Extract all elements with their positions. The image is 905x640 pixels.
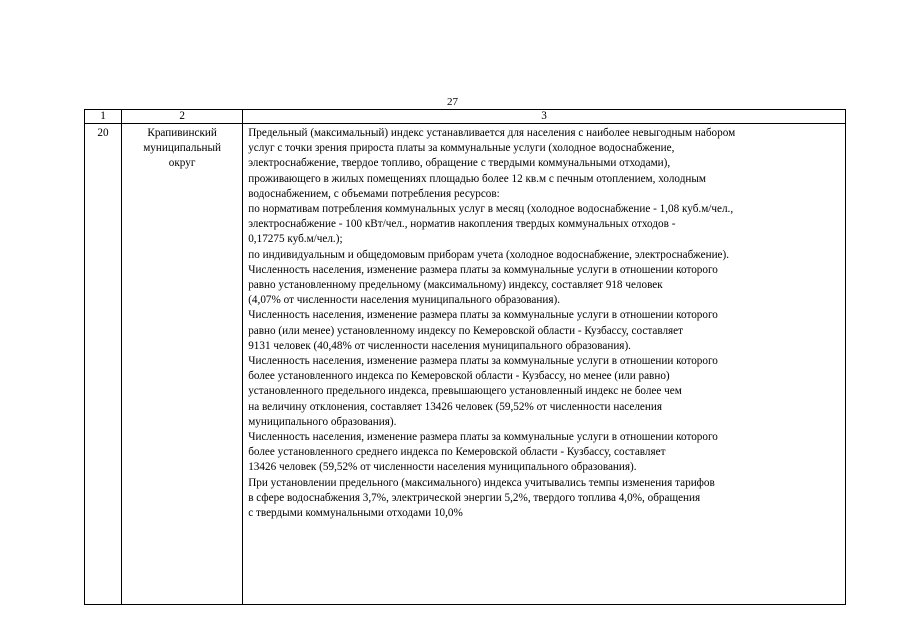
description-line: 13426 человек (59,52% от численности населения муниципального образования). <box>248 461 637 474</box>
description-line: муниципального образования). <box>248 415 397 428</box>
page-number: 27 <box>447 96 458 108</box>
description-line: электроснабжение, твердое топливо, обращение с твердыми коммунальными отходами), <box>248 157 671 170</box>
municipality-name-line: Крапивинский <box>147 127 217 139</box>
description-line: с твердыми коммунальными отходами 10,0% <box>248 507 463 520</box>
description-line: Численность населения, изменение размера платы за коммунальные услуги в отношении которого <box>248 263 718 276</box>
description-line: 0,17275 куб.м/чел.); <box>248 233 343 246</box>
description-line: Предельный (максимальный) индекс устанавливается для населения с наиболее невыгодным набором <box>248 127 736 139</box>
description-line: электроснабжение - 100 кВт/чел., норматив накопления твердых коммунальных отходов - <box>248 218 676 231</box>
description-line: равно (или менее) установленному индексу по Кемеровской области - Кузбассу, составляет <box>248 324 684 337</box>
description-line: более установленного среднего индекса по Кемеровской области - Кузбассу, составляет <box>248 446 666 459</box>
description-line: в сфере водоснабжения 3,7%, электрической энергии 5,2%, твердого топлива 4,0%, обращения <box>248 491 701 504</box>
municipality-name-line: округ <box>168 157 196 170</box>
description-line: 9131 человек (40,48% от численности населения муниципального образования). <box>248 339 631 352</box>
header-cell-3: 3 <box>243 110 846 124</box>
header-cell-2: 2 <box>122 110 243 124</box>
description-line: водоснабжением, с объемами потребления ресурсов: <box>248 187 500 200</box>
description-line: установленного предельного индекса, превышающего установленный индекс не более чем <box>248 385 682 398</box>
description-line: Численность населения, изменение размера платы за коммунальные услуги в отношении которого <box>248 355 718 368</box>
description-line: по нормативам потребления коммунальных услуг в месяц (холодное водоснабжение - 1,08 куб.м/чел., <box>248 203 734 216</box>
description-line: равно установленному предельному (максимальному) индексу, составляет 918 человек <box>248 279 663 292</box>
data-table <box>84 109 846 605</box>
description-line: на величину отклонения, составляет 13426 человек (59,52% от численности населения <box>248 400 663 413</box>
description-line: более установленного индекса по Кемеровской области - Кузбассу, но менее (или равно) <box>248 370 670 383</box>
municipality-name <box>122 124 243 605</box>
description-line: Численность населения, изменение размера платы за коммунальные услуги в отношении которого <box>248 309 718 322</box>
municipality-name-line: муниципальный <box>143 142 222 155</box>
table-header-row <box>85 110 846 124</box>
description-line: Численность населения, изменение размера платы за коммунальные услуги в отношении которого <box>248 431 718 444</box>
description-line: услуг с точки зрения прироста платы за коммунальные услуги (холодное водоснабжение, <box>248 142 675 155</box>
description-line: проживающего в жилых помещениях площадью более 12 кв.м с печным отоплением, холодным <box>248 172 706 185</box>
row-number: 20 <box>85 124 122 605</box>
table-row <box>85 124 846 605</box>
description-line: (4,07% от численности населения муниципального образования). <box>248 294 561 307</box>
description-line: по индивидуальным и общедомовым приборам учета (холодное водоснабжение, электроснабжение). <box>248 248 730 261</box>
header-cell-1: 1 <box>85 110 122 124</box>
index-description <box>243 124 846 605</box>
description-line: При установлении предельного (максимального) индекса учитывались темпы изменения тарифов <box>248 476 715 489</box>
